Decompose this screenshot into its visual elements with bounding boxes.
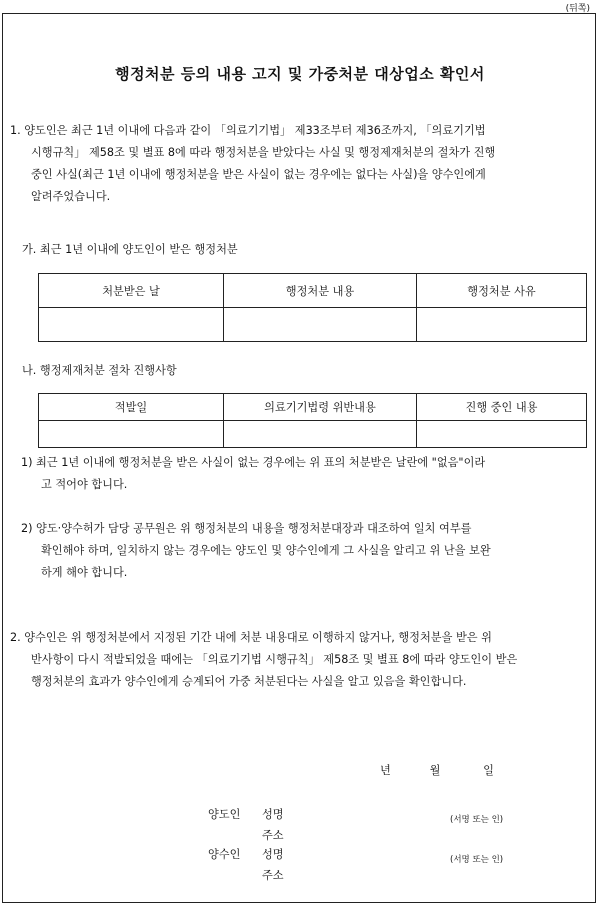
table-header-cell: 진행 중인 내용 [417, 394, 587, 421]
disposition-table [38, 273, 587, 342]
section-b-label: 나. 행정제재처분 절차 진행사항 [22, 364, 177, 377]
transferee-address-label: 주소 [262, 869, 284, 882]
note-1 [21, 452, 589, 496]
transferee-name-label: 성명 [262, 848, 284, 861]
transferor-label: 양도인 [208, 808, 241, 821]
paragraph-1 [10, 120, 592, 208]
empty-input-cell[interactable] [39, 308, 224, 342]
table-header-cell: 처분받은 날 [39, 274, 224, 308]
empty-input-cell[interactable] [224, 421, 417, 448]
table-header-cell: 행정처분 사유 [417, 274, 587, 308]
note-1-line-2: 고 적어야 합니다. [41, 478, 128, 491]
table-header-cell: 적발일 [39, 394, 224, 421]
document-title: 행정처분 등의 내용 고지 및 가중처분 대상업소 확인서 [115, 65, 485, 83]
table-row [39, 421, 587, 448]
note-1-line-1: 1) 최근 1년 이내에 행정처분을 받은 사실이 없는 경우에는 위 표의 처분받은 날란에 "없음"이라 [21, 456, 486, 469]
date-day-label: 일 [483, 764, 494, 777]
date-month-label: 월 [429, 764, 441, 777]
table-header-row [39, 274, 587, 308]
section-a-label: 가. 최근 1년 이내에 양도인이 받은 행정처분 [22, 243, 238, 256]
empty-input-cell[interactable] [417, 308, 587, 342]
table-header-cell: 행정처분 내용 [224, 274, 417, 308]
paragraph-1-line-4: 알려주었습니다. [31, 190, 111, 203]
note-2-line-1: 2) 양도·양수허가 담당 공무원은 위 행정처분의 내용을 행정처분대장과 대조하여 일치 여부를 [21, 522, 472, 535]
sanction-procedure-table [38, 393, 587, 448]
paragraph-1-line-3: 중인 사실(최근 1년 이내에 행정처분을 받은 사실이 없는 경우에는 없다는 사실)을 양수인에게 [31, 168, 486, 181]
transferee-label: 양수인 [208, 848, 241, 861]
empty-input-cell[interactable] [417, 421, 587, 448]
transferor-name-label: 성명 [262, 808, 284, 821]
paragraph-2-line-3: 행정처분의 효과가 양수인에게 승계되어 가중 처분된다는 사실을 알고 있음을 확인합니다. [31, 675, 467, 688]
paragraph-1-line-1: 1. 양도인은 최근 1년 이내에 다음과 같이 「의료기기법」 제33조부터 제36조까지, 「의료기기법 [10, 124, 486, 137]
paragraph-1-line-2: 시행규칙」 제58조 및 별표 8에 따라 행정처분을 받았다는 사실 및 행정제재처분의 절차가 진행 [31, 146, 496, 159]
transferor-sign-hint[interactable]: (서명 또는 인) [450, 815, 504, 825]
note-2-line-3: 하게 해야 합니다. [41, 566, 128, 579]
empty-input-cell[interactable] [224, 308, 417, 342]
page-side-label: (뒤쪽) [565, 4, 590, 14]
transferee-sign-hint[interactable]: (서명 또는 인) [450, 855, 504, 865]
paragraph-2 [10, 627, 592, 693]
date-row [380, 762, 494, 778]
table-row [39, 308, 587, 342]
date-year-label: 년 [380, 764, 391, 777]
empty-input-cell[interactable] [39, 421, 224, 448]
table-header-row [39, 394, 587, 421]
note-2 [21, 518, 589, 584]
note-2-line-2: 확인해야 하며, 일치하지 않는 경우에는 양도인 및 양수인에게 그 사실을 알리고 위 난을 보완 [41, 544, 491, 557]
transferor-address-label: 주소 [262, 829, 284, 842]
table-header-cell: 의료기기법령 위반내용 [224, 394, 417, 421]
paragraph-2-line-1: 2. 양수인은 위 행정처분에서 지정된 기간 내에 처분 내용대로 이행하지 않거나, 행정처분을 받은 위 [10, 631, 492, 644]
paragraph-2-line-2: 반사항이 다시 적발되었을 때에는 「의료기기법 시행규칙」 제58조 및 별표 8에 따라 양도인이 받은 [31, 653, 518, 666]
